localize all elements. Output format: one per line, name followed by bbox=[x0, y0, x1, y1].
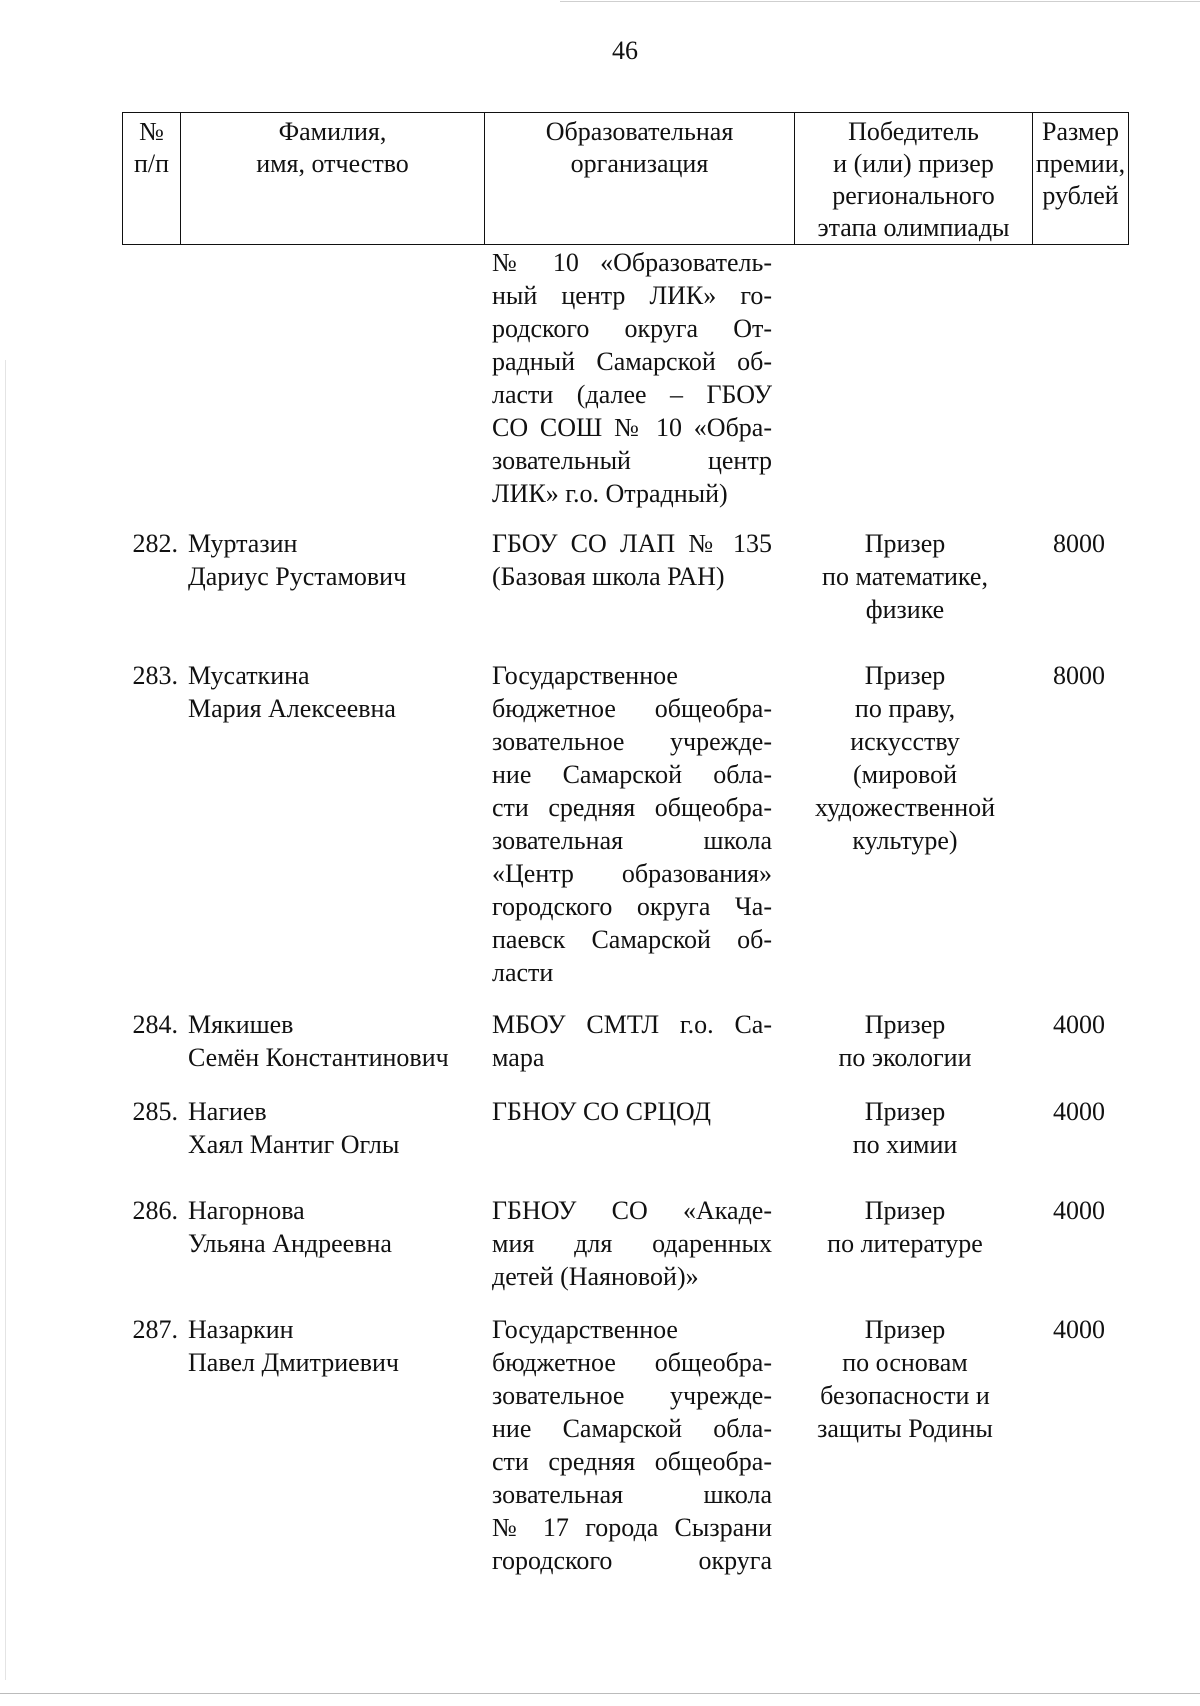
olympiad-result: Призер по праву, искусству (мировой художественной культуре) bbox=[814, 661, 996, 855]
olympiad-result: Призер по математике, физике bbox=[822, 529, 988, 624]
prize-amount: 4000 bbox=[1053, 1097, 1105, 1126]
organization: Государственное бюджетное общеобра- зовательное учрежде- ние Самарской обла- сти средняя общеобра- зовательная школа «Центр образования» городского округа Ча- паевск Самарской об- ласти bbox=[492, 661, 772, 987]
organization: МБОУ СМТЛ г.о. Са- мара bbox=[492, 1010, 772, 1072]
full-name: Нагиев Хаял Мантиг Оглы bbox=[188, 1097, 400, 1159]
table-header bbox=[122, 112, 1129, 245]
olympiad-result: Призер по экологии bbox=[838, 1010, 972, 1072]
prize-amount: 4000 bbox=[1053, 1196, 1105, 1225]
prize-amount: 8000 bbox=[1053, 661, 1105, 690]
full-name: Назаркин Павел Дмитриевич bbox=[188, 1315, 399, 1377]
row-number: 282. bbox=[132, 529, 178, 558]
full-name: Мякишев Семён Константинович bbox=[188, 1010, 449, 1072]
prize-amount: 4000 bbox=[1053, 1010, 1105, 1039]
full-name: Мусаткина Мария Алексеевна bbox=[188, 661, 396, 723]
organization: ГБНОУ СО СРЦОД bbox=[492, 1097, 712, 1126]
organization: Государственное бюджетное общеобра- зовательное учрежде- ние Самарской обла- сти средняя общеобра- зовательная школа № 17 города Сызрани городского округа bbox=[492, 1315, 772, 1575]
header-prize: Размер премии, рублей bbox=[1033, 113, 1129, 245]
olympiad-result: Призер по литературе bbox=[827, 1196, 983, 1258]
row-number: 287. bbox=[132, 1315, 178, 1344]
organization: ГБНОУ СО «Акаде- мия для одаренных детей (Наяновой)» bbox=[492, 1196, 772, 1291]
scan-edge-line bbox=[0, 1693, 1200, 1694]
row-number: 284. bbox=[132, 1010, 178, 1039]
page-number: 46 bbox=[612, 36, 638, 65]
prize-amount: 8000 bbox=[1053, 529, 1105, 558]
full-name: Нагорнова Ульяна Андреевна bbox=[188, 1196, 392, 1258]
row-number: 285. bbox=[132, 1097, 178, 1126]
row-number: 286. bbox=[132, 1196, 178, 1225]
continuation-organization: № 10 «Образователь- ный центр ЛИК» го- родского округа От- радный Самарской об- ласти (далее – ГБОУ СО СОШ № 10 «Обра- зовательный центр ЛИК» г.о. Отрадный) bbox=[492, 248, 772, 508]
olympiad-result: Призер по основам безопасности и защиты Родины bbox=[817, 1315, 993, 1443]
organization: ГБОУ СО ЛАП № 135 (Базовая школа РАН) bbox=[492, 529, 772, 591]
header-full-name: Фамилия, имя, отчество bbox=[181, 113, 485, 245]
prize-amount: 4000 bbox=[1053, 1315, 1105, 1344]
scan-edge-line bbox=[560, 1, 1200, 2]
scan-edge-line bbox=[5, 360, 6, 1680]
header-organization: Образовательная организация bbox=[485, 113, 795, 245]
header-result: Победитель и (или) призер регионального этапа олимпиады bbox=[795, 113, 1033, 245]
row-number: 283. bbox=[132, 661, 178, 690]
olympiad-result: Призер по химии bbox=[852, 1097, 958, 1159]
header-number: № п/п bbox=[123, 113, 181, 245]
full-name: Муртазин Дариус Рустамович bbox=[188, 529, 407, 591]
